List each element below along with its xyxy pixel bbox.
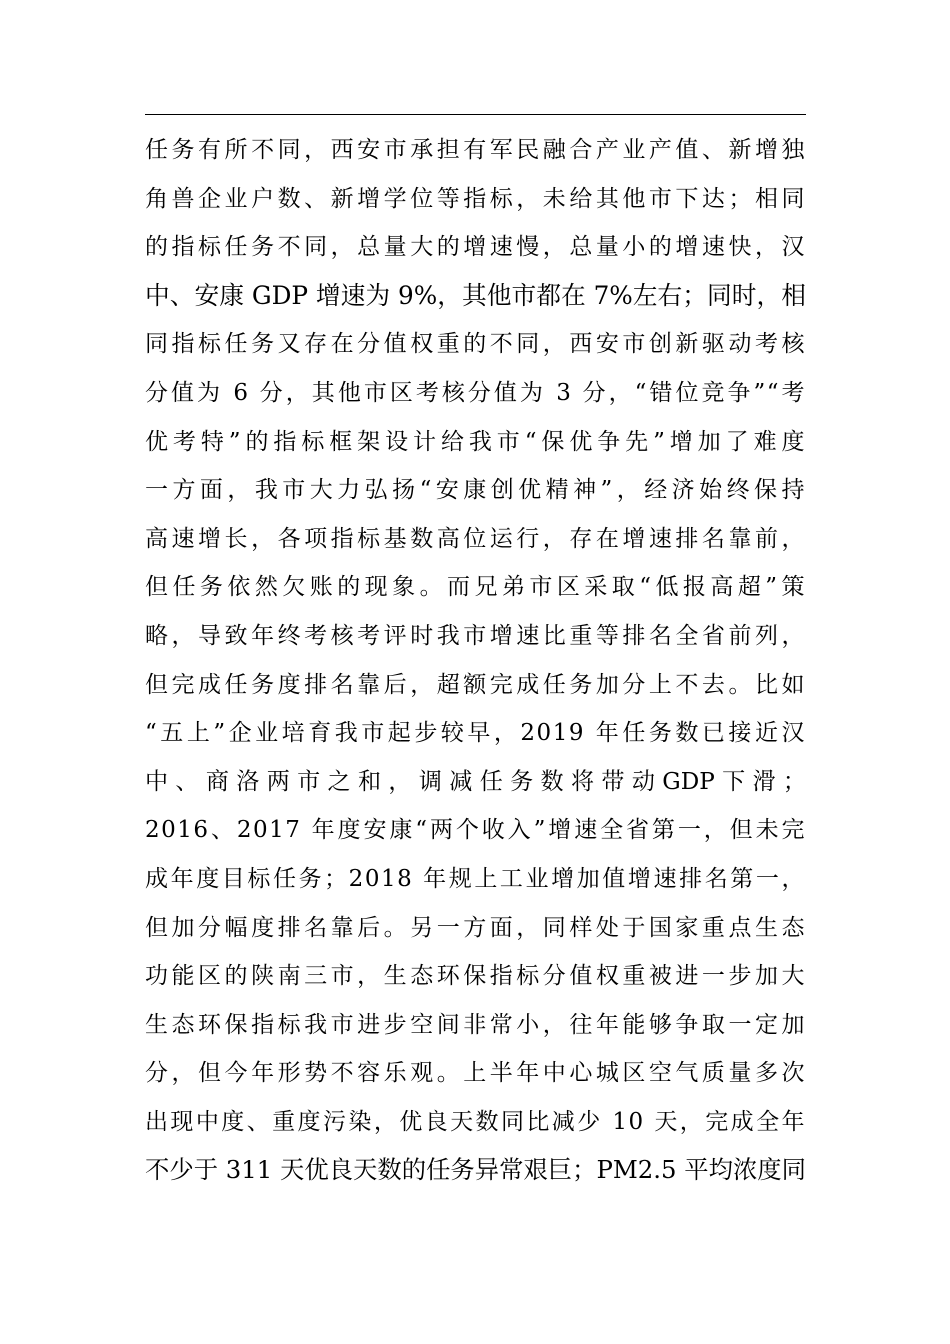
text-line: 但加分幅度排名靠后。另一方面，同样处于国家重点生态	[145, 914, 806, 941]
text-line: 但任务依然欠账的现象。而兄弟市区采取“低报高超”策	[145, 574, 806, 601]
text-line: 高速增长，各项指标基数高位运行，存在增速排名靠前，	[145, 525, 806, 552]
text-line: 功能区的陕南三市，生态环保指标分值权重被进一步加大	[145, 963, 806, 990]
text-line: 的指标任务不同，总量大的增速慢，总量小的增速快，汉	[145, 234, 806, 261]
text-line: 略，导致年终考核考评时我市增速比重等排名全省前列，	[145, 622, 806, 649]
text-line: 生态环保指标我市进步空间非常小，往年能够争取一定加	[145, 1011, 806, 1038]
text-line: “五上”企业培育我市起步较早，2019 年任务数已接近汉	[145, 720, 806, 747]
text-line: 成年度目标任务；2018 年规上工业增加值增速排名第一，	[145, 865, 806, 892]
text-line: 但完成任务度排名靠后，超额完成任务加分上不去。比如	[145, 671, 806, 698]
text-line: 不少于 311 天优良天数的任务异常艰巨；PM2.5 平均浓度同	[145, 1155, 806, 1185]
text-line: 角兽企业户数、新增学位等指标，未给其他市下达；相同	[145, 185, 806, 212]
text-line: 出现中度、重度污染，优良天数同比减少 10 天，完成全年	[145, 1108, 806, 1135]
text-line: 分值为 6 分，其他市区考核分值为 3 分，“错位竞争”“考	[145, 379, 806, 406]
text-line: 中 、 商 洛 两 市 之 和 ， 调 减 任 务 数 将 带 动 GDP 下 滑 ；	[145, 768, 806, 795]
text-line: 同指标任务又存在分值权重的不同，西安市创新驱动考核	[145, 331, 806, 358]
text-line: 分，但今年形势不容乐观。上半年中心城区空气质量多次	[145, 1060, 806, 1087]
text-line: 任务有所不同，西安市承担有军民融合产业产值、新增独	[145, 137, 806, 163]
text-line: 中、安康 GDP 增速为 9%，其他市都在 7%左右；同时，相	[145, 280, 806, 310]
text-line: 优考特”的指标框架设计给我市“保优争先”增加了难度	[145, 428, 806, 455]
header-rule	[145, 114, 806, 115]
body-text	[145, 126, 806, 1195]
text-line: 2016、2017 年度安康“两个收入”增速全省第一，但未完	[145, 817, 806, 844]
text-line: 一方面，我市大力弘扬“安康创优精神”，经济始终保持	[145, 477, 806, 504]
